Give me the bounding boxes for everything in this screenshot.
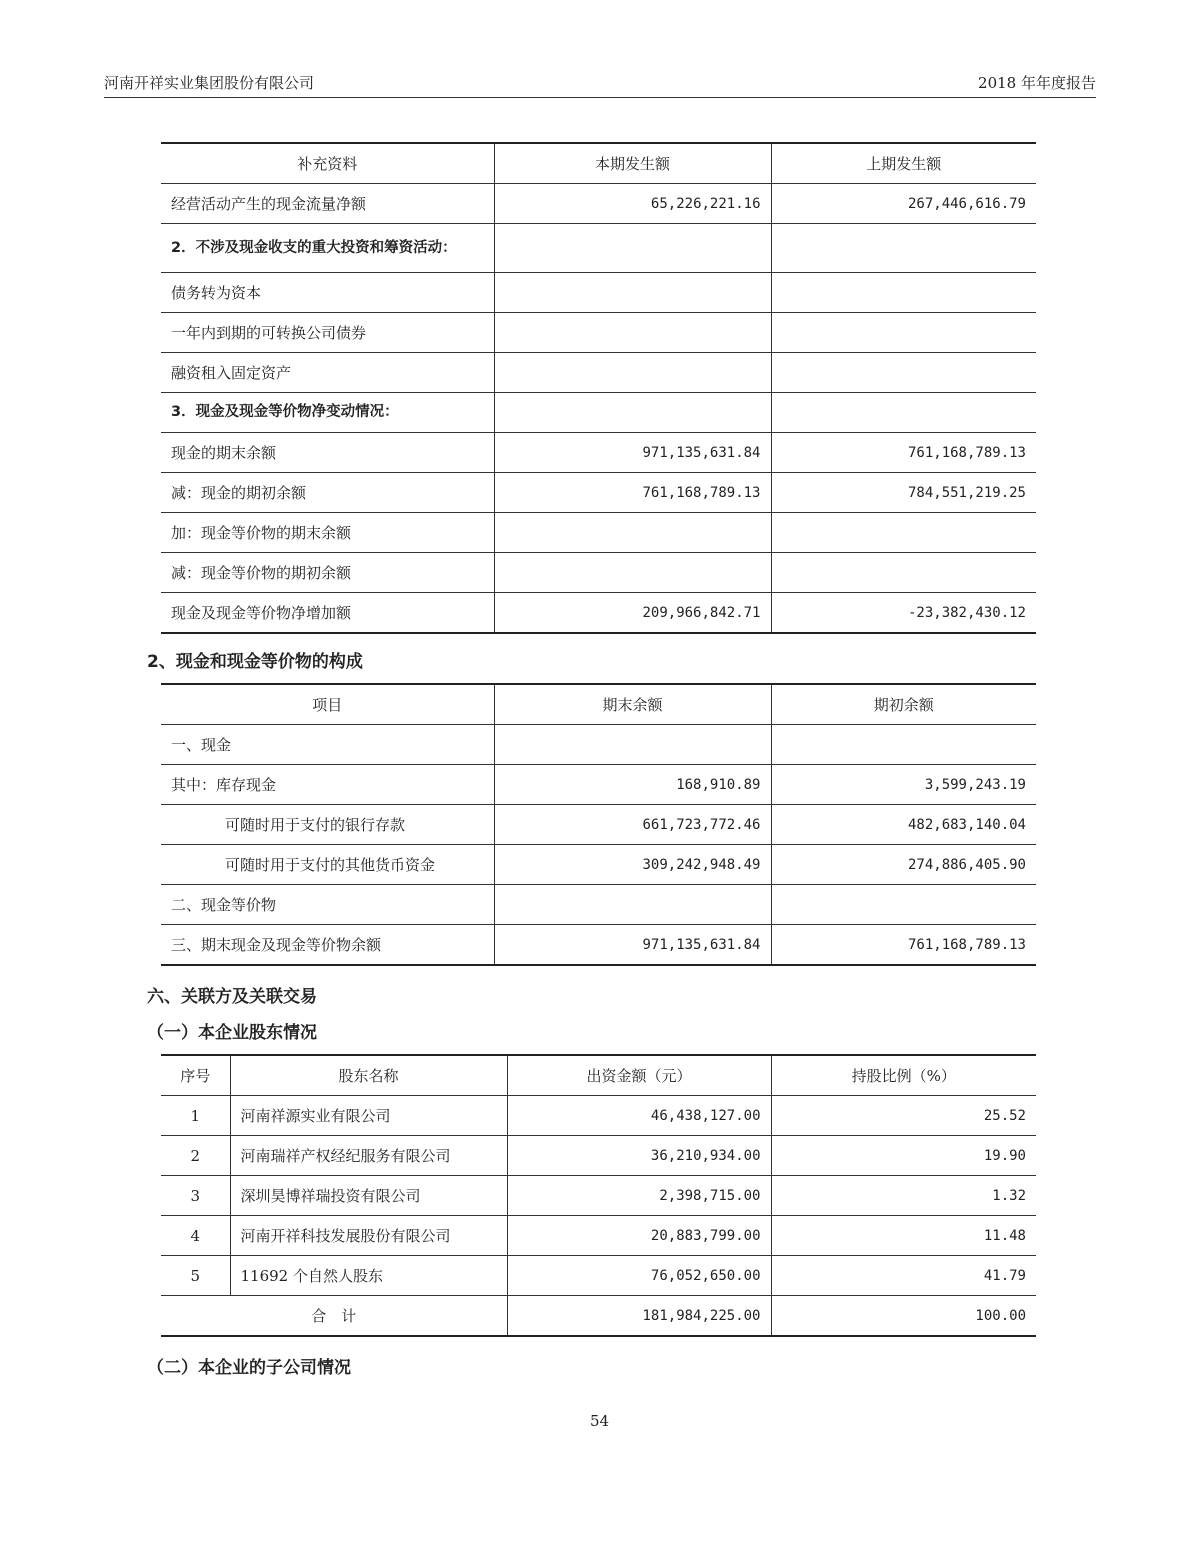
end-balance xyxy=(494,885,771,925)
row-label: 加：现金等价物的期末余额 xyxy=(161,513,494,553)
table-row xyxy=(161,224,1036,273)
company-name: 河南开祥实业集团股份有限公司 xyxy=(104,74,315,92)
table-row xyxy=(161,553,1036,593)
current-value: 761,168,789.13 xyxy=(494,473,771,513)
table-row xyxy=(161,1136,1036,1176)
previous-value xyxy=(771,553,1036,593)
table-header-row xyxy=(161,143,1036,184)
shareholder-name: 11692 个自然人股东 xyxy=(230,1256,507,1296)
end-balance: 168,910.89 xyxy=(494,765,771,805)
row-label: 3．现金及现金等价物净变动情况： xyxy=(161,393,494,433)
current-value: 65,226,221.16 xyxy=(494,184,771,224)
begin-balance xyxy=(771,725,1036,765)
row-label: 三、期末现金及现金等价物余额 xyxy=(161,925,494,966)
row-number: 2 xyxy=(161,1136,230,1176)
total-label: 合 计 xyxy=(161,1296,507,1337)
table-header-row xyxy=(161,684,1036,725)
contribution-amount: 36,210,934.00 xyxy=(507,1136,771,1176)
total-amount: 181,984,225.00 xyxy=(507,1296,771,1337)
table-row xyxy=(161,845,1036,885)
row-label: 2．不涉及现金收支的重大投资和筹资活动： xyxy=(161,224,494,273)
row-label: 经营活动产生的现金流量净额 xyxy=(161,184,494,224)
row-label: 一年内到期的可转换公司债券 xyxy=(161,313,494,353)
begin-balance: 761,168,789.13 xyxy=(771,925,1036,966)
contribution-amount: 76,052,650.00 xyxy=(507,1256,771,1296)
table-row xyxy=(161,925,1036,966)
share-ratio: 19.90 xyxy=(771,1136,1036,1176)
row-number: 4 xyxy=(161,1216,230,1256)
table-row xyxy=(161,313,1036,353)
table-row xyxy=(161,725,1036,765)
previous-value xyxy=(771,393,1036,433)
current-value xyxy=(494,313,771,353)
row-label: 现金的期末余额 xyxy=(161,433,494,473)
current-value xyxy=(494,353,771,393)
contribution-amount: 2,398,715.00 xyxy=(507,1176,771,1216)
end-balance: 661,723,772.46 xyxy=(494,805,771,845)
column-header: 持股比例（%） xyxy=(771,1055,1036,1096)
row-label: 可随时用于支付的银行存款 xyxy=(161,805,494,845)
end-balance: 309,242,948.49 xyxy=(494,845,771,885)
current-value xyxy=(494,553,771,593)
table-row xyxy=(161,765,1036,805)
previous-value: 761,168,789.13 xyxy=(771,433,1036,473)
table-row xyxy=(161,433,1036,473)
previous-value xyxy=(771,513,1036,553)
previous-value: -23,382,430.12 xyxy=(771,593,1036,634)
previous-value xyxy=(771,273,1036,313)
section-heading: 2、现金和现金等价物的构成 xyxy=(147,652,363,672)
current-value xyxy=(494,224,771,273)
current-value xyxy=(494,393,771,433)
table-row xyxy=(161,593,1036,634)
shareholder-name: 河南瑞祥产权经纪服务有限公司 xyxy=(230,1136,507,1176)
share-ratio: 41.79 xyxy=(771,1256,1036,1296)
column-header: 补充资料 xyxy=(161,143,494,184)
begin-balance: 274,886,405.90 xyxy=(771,845,1036,885)
supplementary-cashflow-table xyxy=(161,142,1036,634)
report-title: 2018 年年度报告 xyxy=(978,74,1096,92)
table-row xyxy=(161,1256,1036,1296)
table-row xyxy=(161,473,1036,513)
begin-balance: 482,683,140.04 xyxy=(771,805,1036,845)
total-row xyxy=(161,1296,1036,1337)
column-header: 项目 xyxy=(161,684,494,725)
current-value: 209,966,842.71 xyxy=(494,593,771,634)
previous-value xyxy=(771,224,1036,273)
table-row xyxy=(161,1176,1036,1216)
table-header-row xyxy=(161,1055,1036,1096)
row-number: 1 xyxy=(161,1096,230,1136)
page-header xyxy=(104,72,1096,98)
table-row xyxy=(161,885,1036,925)
begin-balance: 3,599,243.19 xyxy=(771,765,1036,805)
table-row xyxy=(161,1096,1036,1136)
previous-value xyxy=(771,353,1036,393)
row-label: 融资租入固定资产 xyxy=(161,353,494,393)
shareholder-name: 河南祥源实业有限公司 xyxy=(230,1096,507,1136)
table-row xyxy=(161,1216,1036,1256)
table-row xyxy=(161,805,1036,845)
row-number: 5 xyxy=(161,1256,230,1296)
share-ratio: 11.48 xyxy=(771,1216,1036,1256)
page-number: 54 xyxy=(589,1412,610,1430)
contribution-amount: 20,883,799.00 xyxy=(507,1216,771,1256)
table-row xyxy=(161,273,1036,313)
row-label: 一、现金 xyxy=(161,725,494,765)
current-value xyxy=(494,513,771,553)
row-label: 现金及现金等价物净增加额 xyxy=(161,593,494,634)
table-row xyxy=(161,393,1036,433)
end-balance: 971,135,631.84 xyxy=(494,925,771,966)
row-label: 债务转为资本 xyxy=(161,273,494,313)
shareholder-name: 深圳昊博祥瑞投资有限公司 xyxy=(230,1176,507,1216)
total-ratio: 100.00 xyxy=(771,1296,1036,1337)
shareholders-table xyxy=(161,1054,1036,1337)
column-header: 本期发生额 xyxy=(494,143,771,184)
contribution-amount: 46,438,127.00 xyxy=(507,1096,771,1136)
subsection-heading: （一）本企业股东情况 xyxy=(147,1023,317,1043)
end-balance xyxy=(494,725,771,765)
begin-balance xyxy=(771,885,1036,925)
section-heading: 六、关联方及关联交易 xyxy=(147,987,317,1007)
table-row xyxy=(161,353,1036,393)
current-value: 971,135,631.84 xyxy=(494,433,771,473)
cash-composition-table xyxy=(161,683,1036,966)
column-header: 出资金额（元） xyxy=(507,1055,771,1096)
previous-value xyxy=(771,313,1036,353)
column-header: 期初余额 xyxy=(771,684,1036,725)
share-ratio: 25.52 xyxy=(771,1096,1036,1136)
column-header: 期末余额 xyxy=(494,684,771,725)
column-header: 股东名称 xyxy=(230,1055,507,1096)
column-header: 上期发生额 xyxy=(771,143,1036,184)
previous-value: 784,551,219.25 xyxy=(771,473,1036,513)
column-header: 序号 xyxy=(161,1055,230,1096)
share-ratio: 1.32 xyxy=(771,1176,1036,1216)
current-value xyxy=(494,273,771,313)
table-row xyxy=(161,184,1036,224)
row-number: 3 xyxy=(161,1176,230,1216)
previous-value: 267,446,616.79 xyxy=(771,184,1036,224)
shareholder-name: 河南开祥科技发展股份有限公司 xyxy=(230,1216,507,1256)
subsection-heading: （二）本企业的子公司情况 xyxy=(147,1358,351,1378)
row-label: 可随时用于支付的其他货币资金 xyxy=(161,845,494,885)
row-label: 其中：库存现金 xyxy=(161,765,494,805)
row-label: 二、现金等价物 xyxy=(161,885,494,925)
row-label: 减：现金等价物的期初余额 xyxy=(161,553,494,593)
row-label: 减：现金的期初余额 xyxy=(161,473,494,513)
table-row xyxy=(161,513,1036,553)
